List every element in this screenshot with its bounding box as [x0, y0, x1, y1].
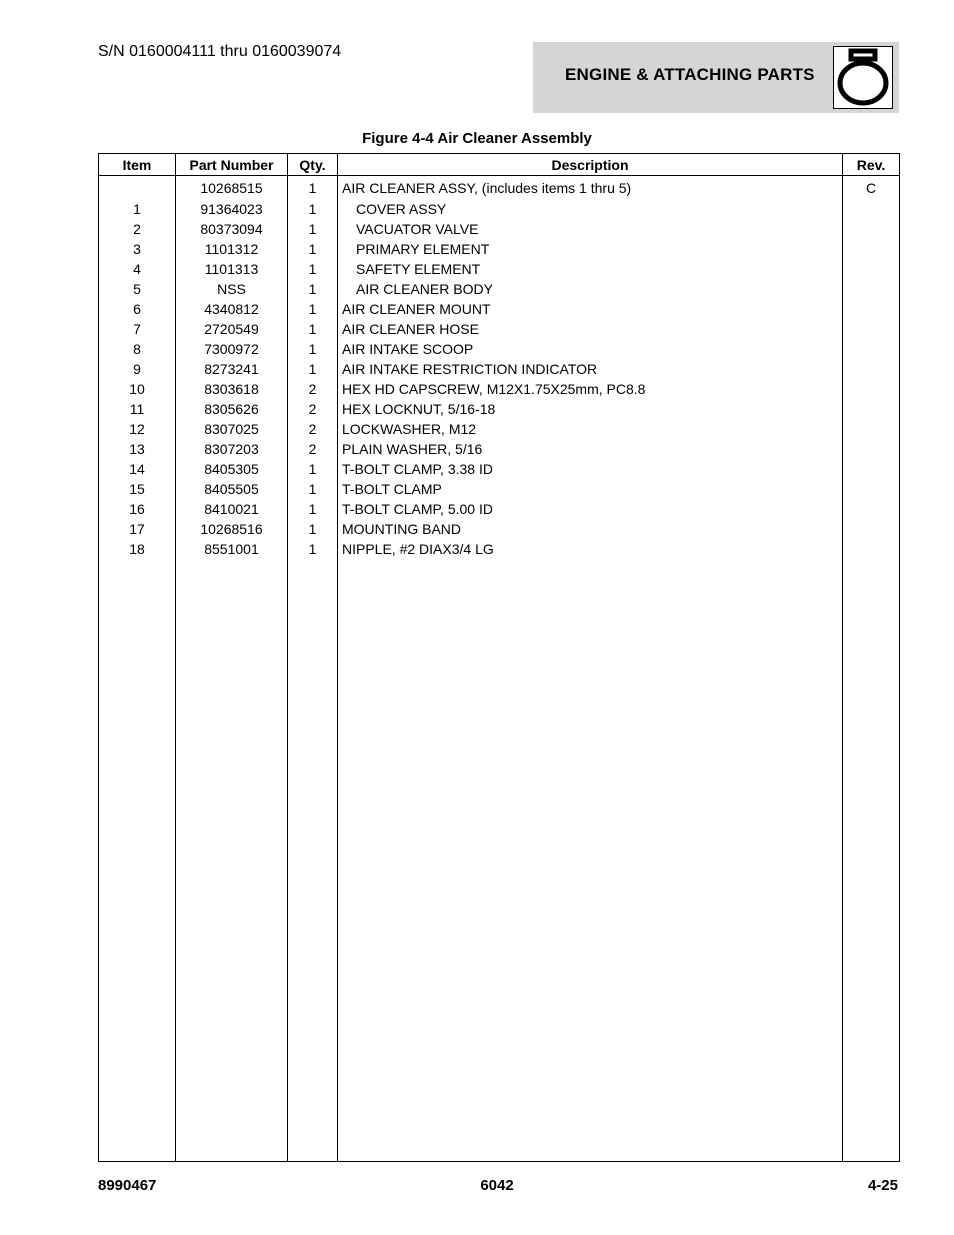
table-row — [99, 379, 900, 399]
cell-qty: 2 — [288, 379, 338, 399]
table-row — [99, 259, 900, 279]
cell-qty: 2 — [288, 419, 338, 439]
table-row — [99, 439, 900, 459]
cell-rev — [843, 539, 900, 559]
parts-table — [98, 153, 900, 1162]
cell-qty: 1 — [288, 299, 338, 319]
cell-item: 6 — [99, 299, 176, 319]
cell-description: MOUNTING BAND — [338, 519, 843, 539]
table-row — [99, 459, 900, 479]
cell-description: T-BOLT CLAMP, 3.38 ID — [338, 459, 843, 479]
table-row — [99, 539, 900, 559]
cell-item: 3 — [99, 239, 176, 259]
table-row — [99, 479, 900, 499]
table-row — [99, 519, 900, 539]
cell-qty: 1 — [288, 176, 338, 200]
column-header-item: Item — [99, 154, 176, 176]
cell-part-number: 91364023 — [176, 199, 288, 219]
cell-description: VACUATOR VALVE — [338, 219, 843, 239]
cell-rev — [843, 379, 900, 399]
table-row — [99, 339, 900, 359]
cell-qty: 1 — [288, 219, 338, 239]
cell-description: AIR INTAKE RESTRICTION INDICATOR — [338, 359, 843, 379]
cell-part-number: 8305626 — [176, 399, 288, 419]
column-header-description: Description — [338, 154, 843, 176]
cell-item: 16 — [99, 499, 176, 519]
cell-rev — [843, 399, 900, 419]
cell-item: 13 — [99, 439, 176, 459]
cell-rev: C — [843, 176, 900, 200]
cell-qty: 2 — [288, 399, 338, 419]
empty-cell — [843, 559, 900, 1162]
cell-rev — [843, 199, 900, 219]
cell-description: AIR CLEANER HOSE — [338, 319, 843, 339]
cell-description: T-BOLT CLAMP — [338, 479, 843, 499]
table-row — [99, 359, 900, 379]
doc-number: 8990467 — [98, 1177, 157, 1194]
cell-qty: 1 — [288, 499, 338, 519]
table-row — [99, 199, 900, 219]
empty-cell — [176, 559, 288, 1162]
cell-description: HEX LOCKNUT, 5/16-18 — [338, 399, 843, 419]
column-header-rev: Rev. — [843, 154, 900, 176]
cell-rev — [843, 499, 900, 519]
page-number: 4-25 — [867, 1177, 898, 1194]
cell-rev — [843, 439, 900, 459]
table-row — [99, 299, 900, 319]
table-row — [99, 499, 900, 519]
cell-qty: 1 — [288, 519, 338, 539]
cell-item: 10 — [99, 379, 176, 399]
cell-qty: 1 — [288, 199, 338, 219]
cell-item: 4 — [99, 259, 176, 279]
cell-description: LOCKWASHER, M12 — [338, 419, 843, 439]
table-row — [99, 239, 900, 259]
cell-item: 15 — [99, 479, 176, 499]
cell-part-number: 1101313 — [176, 259, 288, 279]
table-row — [99, 419, 900, 439]
figure-title: Figure 4-4 Air Cleaner Assembly — [362, 130, 592, 147]
cell-rev — [843, 359, 900, 379]
table-row — [99, 319, 900, 339]
cell-item — [99, 176, 176, 200]
cell-item: 2 — [99, 219, 176, 239]
engine-icon — [833, 46, 893, 109]
cell-rev — [843, 479, 900, 499]
cell-qty: 1 — [288, 359, 338, 379]
cell-description: HEX HD CAPSCREW, M12X1.75X25mm, PC8.8 — [338, 379, 843, 399]
cell-description: PLAIN WASHER, 5/16 — [338, 439, 843, 459]
cell-item: 1 — [99, 199, 176, 219]
cell-part-number: 4340812 — [176, 299, 288, 319]
model-number: 6042 — [480, 1177, 514, 1194]
cell-description: SAFETY ELEMENT — [338, 259, 843, 279]
cell-description: AIR CLEANER BODY — [338, 279, 843, 299]
empty-cell — [288, 559, 338, 1162]
cell-rev — [843, 219, 900, 239]
cell-rev — [843, 459, 900, 479]
cell-part-number: 2720549 — [176, 319, 288, 339]
cell-qty: 1 — [288, 459, 338, 479]
cell-rev — [843, 279, 900, 299]
cell-description: AIR INTAKE SCOOP — [338, 339, 843, 359]
section-title: ENGINE & ATTACHING PARTS — [565, 65, 815, 84]
cell-item: 17 — [99, 519, 176, 539]
cell-rev — [843, 519, 900, 539]
cell-qty: 1 — [288, 539, 338, 559]
cell-description: NIPPLE, #2 DIAX3/4 LG — [338, 539, 843, 559]
cell-part-number: 8273241 — [176, 359, 288, 379]
cell-rev — [843, 259, 900, 279]
cell-item: 8 — [99, 339, 176, 359]
cell-description: PRIMARY ELEMENT — [338, 239, 843, 259]
cell-rev — [843, 239, 900, 259]
cell-qty: 1 — [288, 279, 338, 299]
cell-part-number: 1101312 — [176, 239, 288, 259]
cell-item: 12 — [99, 419, 176, 439]
cell-description: COVER ASSY — [338, 199, 843, 219]
cell-part-number: 8303618 — [176, 379, 288, 399]
cell-item: 5 — [99, 279, 176, 299]
serial-number-range: S/N 0160004111 thru 0160039074 — [98, 43, 342, 60]
cell-rev — [843, 299, 900, 319]
cell-qty: 1 — [288, 339, 338, 359]
column-header-qty: Qty. — [288, 154, 338, 176]
cell-item: 7 — [99, 319, 176, 339]
cell-description: AIR CLEANER ASSY, (includes items 1 thru 5) — [338, 176, 843, 200]
cell-part-number: 7300972 — [176, 339, 288, 359]
cell-part-number: 8405305 — [176, 459, 288, 479]
cell-qty: 1 — [288, 479, 338, 499]
cell-item: 9 — [99, 359, 176, 379]
cell-qty: 1 — [288, 319, 338, 339]
cell-description: T-BOLT CLAMP, 5.00 ID — [338, 499, 843, 519]
cell-item: 14 — [99, 459, 176, 479]
empty-cell — [99, 559, 176, 1162]
cell-part-number: 8551001 — [176, 539, 288, 559]
cell-qty: 1 — [288, 259, 338, 279]
cell-part-number: NSS — [176, 279, 288, 299]
table-row — [99, 399, 900, 419]
cell-part-number: 8307203 — [176, 439, 288, 459]
cell-qty: 1 — [288, 239, 338, 259]
cell-part-number: 8405505 — [176, 479, 288, 499]
section-header — [533, 42, 899, 113]
cell-part-number: 80373094 — [176, 219, 288, 239]
cell-item: 11 — [99, 399, 176, 419]
cell-part-number: 10268516 — [176, 519, 288, 539]
cell-rev — [843, 419, 900, 439]
cell-part-number: 10268515 — [176, 176, 288, 200]
cell-rev — [843, 339, 900, 359]
cell-rev — [843, 319, 900, 339]
cell-qty: 2 — [288, 439, 338, 459]
table-header-row — [99, 154, 900, 176]
table-row — [99, 279, 900, 299]
cell-part-number: 8307025 — [176, 419, 288, 439]
table-filler-row — [99, 559, 900, 1162]
cell-part-number: 8410021 — [176, 499, 288, 519]
empty-cell — [338, 559, 843, 1162]
cell-item: 18 — [99, 539, 176, 559]
column-header-part-number: Part Number — [176, 154, 288, 176]
table-row — [99, 176, 900, 200]
table-row — [99, 219, 900, 239]
cell-description: AIR CLEANER MOUNT — [338, 299, 843, 319]
